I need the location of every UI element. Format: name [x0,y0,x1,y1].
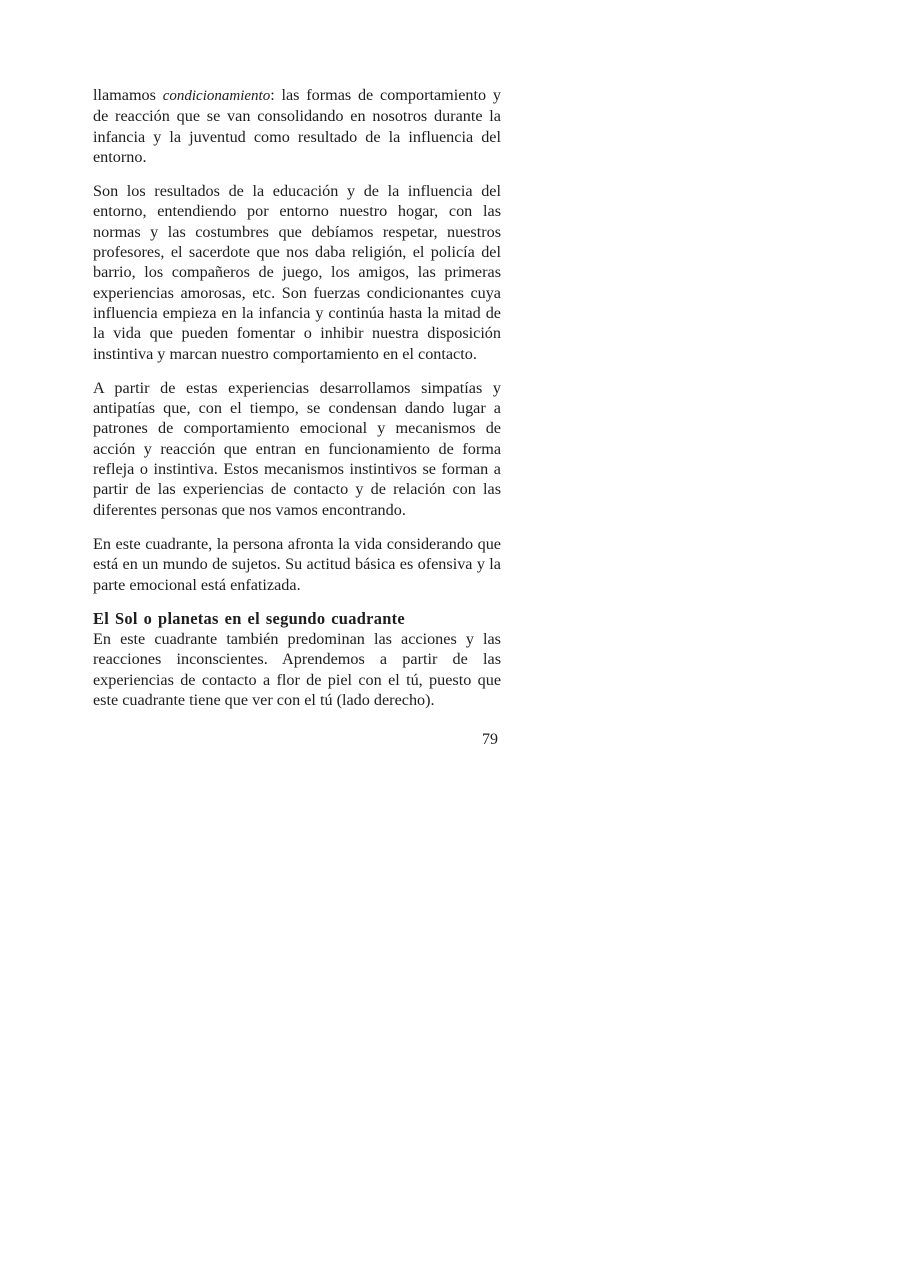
section-heading: El Sol o planetas en el segundo cuadrante [93,608,405,628]
book-page [93,85,501,751]
paragraph-1-intro: llamamos [93,86,163,104]
paragraph-4: En este cuadrante, la persona afronta la vida considerando que está en un mundo de sujetos. Su actitud básica es ofensiva y la parte emocional está enfatizada. [93,534,501,594]
section-paragraph: En este cuadrante también predominan las acciones y las reacciones inconscientes. Aprendemos a partir de las experiencias de contacto a flor de piel con el tú, puesto que este cuadrante tiene que ver con el tú (lado derecho). [93,630,501,710]
paragraph-2: Son los resultados de la educación y de la influencia del entorno, entendiendo por entorno nuestro hogar, con las normas y las costumbres que debíamos respetar, nuestros profesores, el sacerdote que nos daba religión, el policía del barrio, los compañeros de juego, los amigos, las primeras experiencias amorosas, etc. Son fuerzas condicionantes cuya influencia empieza en la infancia y continúa hasta la mitad de la vida que pueden fomentar o inhibir nuestra disposición instintiva y marcan nuestro comportamiento en el contacto. [93,182,501,363]
paragraph-1 [93,85,501,167]
paragraph-1-text: : las formas de comportamiento y de reacción que se van consolidando en nosotros durante la infancia y la juventud como resultado de la influencia del entorno. [93,86,501,166]
paragraph-3: A partir de estas experiencias desarrollamos simpatías y antipatías que, con el tiempo, se condensan dando lugar a patrones de comportamiento emocional y mecanismos de acción y reacción que entran en funcionamiento de forma refleja o instintiva. Estos mecanismos instintivos se forman a partir de las experiencias de contacto y de relación con las diferentes personas que nos vamos encontrando. [93,378,501,519]
page-number: 79 [482,731,498,749]
term-condicionamiento: condicionamiento [162,88,271,104]
